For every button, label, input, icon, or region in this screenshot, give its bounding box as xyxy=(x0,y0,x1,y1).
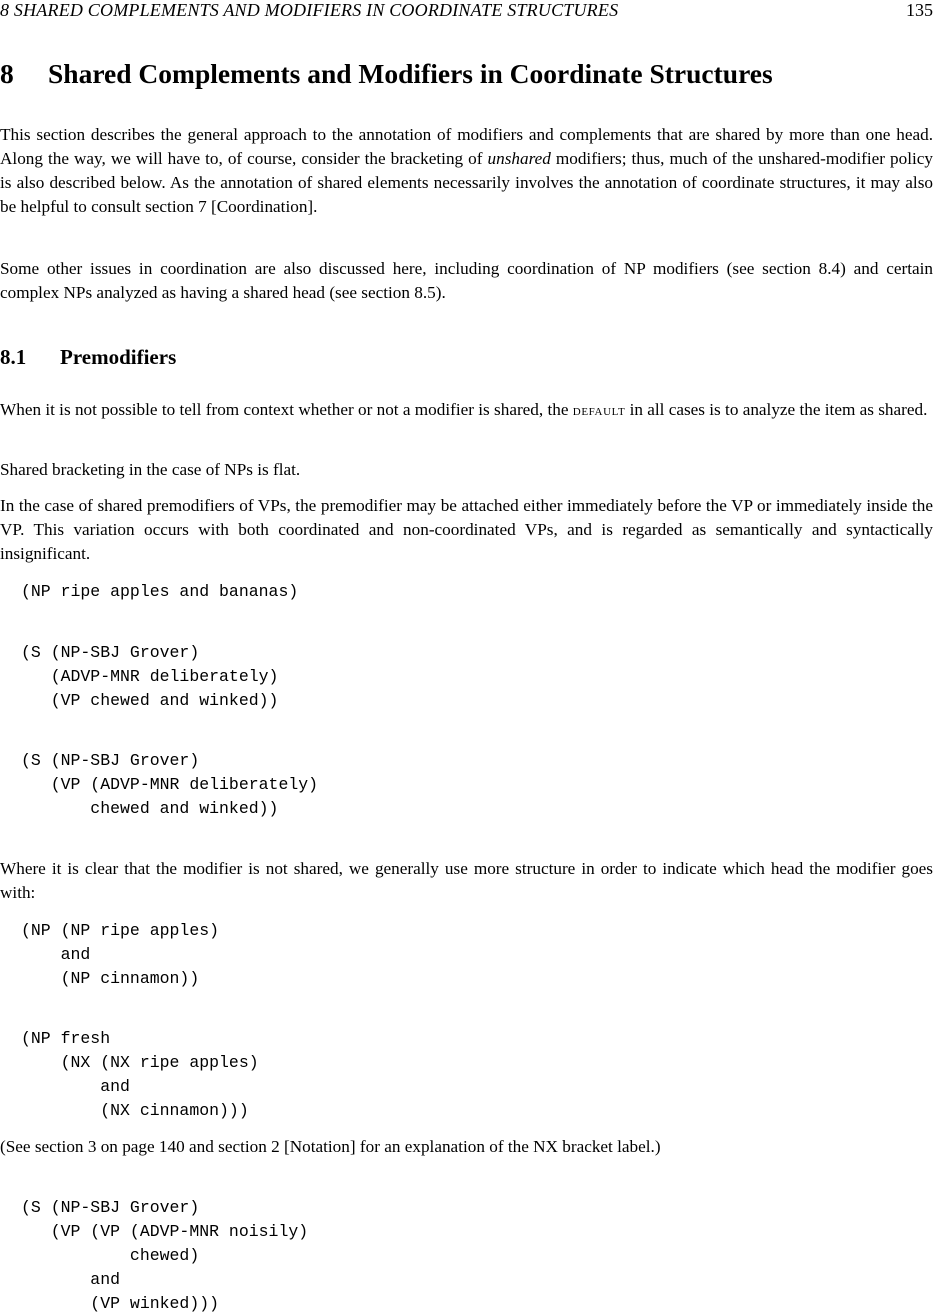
default-p-text-b: in all cases is to analyze the item as shared. xyxy=(625,400,928,419)
subsection-title: Premodifiers xyxy=(60,345,177,369)
unshared-modifier-paragraph: Where it is clear that the modifier is not shared, we generally use more structure in order to indicate which head the modifier goes with: xyxy=(0,859,933,902)
page-number: 135 xyxy=(906,0,933,20)
example-advp-outside-vp: (S (NP-SBJ Grover) (ADVP-MNR deliberately) (VP chewed and winked)) xyxy=(21,643,279,710)
vp-premodifier-paragraph: In the case of shared premodifiers of VPs, the premodifier may be attached either immediately before the VP or immediately inside the VP. This variation occurs with both coordinated and non-coordinated VPs, and is regarded as semantically and syntactically insignificant. xyxy=(0,496,933,563)
flat-bracketing-paragraph: Shared bracketing in the case of NPs is flat. xyxy=(0,460,301,479)
example-advp-inside-vp: (S (NP-SBJ Grover) (VP (ADVP-MNR deliberately) chewed and winked)) xyxy=(21,751,319,818)
example-shared-np: (NP ripe apples and bananas) xyxy=(21,582,299,601)
intro-p1-emphasis: unshared xyxy=(487,149,551,168)
intro-p1-text-b: modifiers; thus, much of the unshared-modifier policy is also described below. As the annotation of shared elements necessarily involves the annotation of coordinate structures, it may also be helpful to consult section 7 [Coordination]. xyxy=(0,149,933,216)
section-heading xyxy=(0,56,935,92)
section-title: Shared Complements and Modifiers in Coordinate Structures xyxy=(48,58,773,89)
default-paragraph xyxy=(0,398,933,423)
subsection-number: 8.1 xyxy=(0,345,27,369)
running-title: 8 SHARED COMPLEMENTS AND MODIFIERS IN COORDINATE STRUCTURES xyxy=(0,0,619,20)
default-p-text-a: When it is not possible to tell from context whether or not a modifier is shared, the xyxy=(0,400,573,419)
nx-note-paragraph: (See section 3 on page 140 and section 2 [Notation] for an explanation of the NX bracket label.) xyxy=(0,1137,661,1156)
intro-p1-text-a: This section describes the general approach to the annotation of modifiers and complements that are shared by more than one head. Along the way, we will have to, of course, consider the bracketing of xyxy=(0,125,933,168)
running-header xyxy=(0,0,933,22)
section-number: 8 xyxy=(0,58,14,89)
subsection-heading xyxy=(0,343,176,371)
example-nx-bracket: (NP fresh (NX (NX ripe apples) and (NX cinnamon))) xyxy=(21,1029,259,1120)
intro-paragraph-1 xyxy=(0,123,933,219)
default-keyword: default xyxy=(572,402,626,419)
example-unshared-vp: (S (NP-SBJ Grover) (VP (VP (ADVP-MNR noisily) chewed) and (VP winked))) xyxy=(21,1198,309,1313)
intro-paragraph-2: Some other issues in coordination are also discussed here, including coordination of NP modifiers (see section 8.4) and certain complex NPs analyzed as having a shared head (see section 8.5). xyxy=(0,259,933,302)
example-unshared-np: (NP (NP ripe apples) and (NP cinnamon)) xyxy=(21,921,220,988)
